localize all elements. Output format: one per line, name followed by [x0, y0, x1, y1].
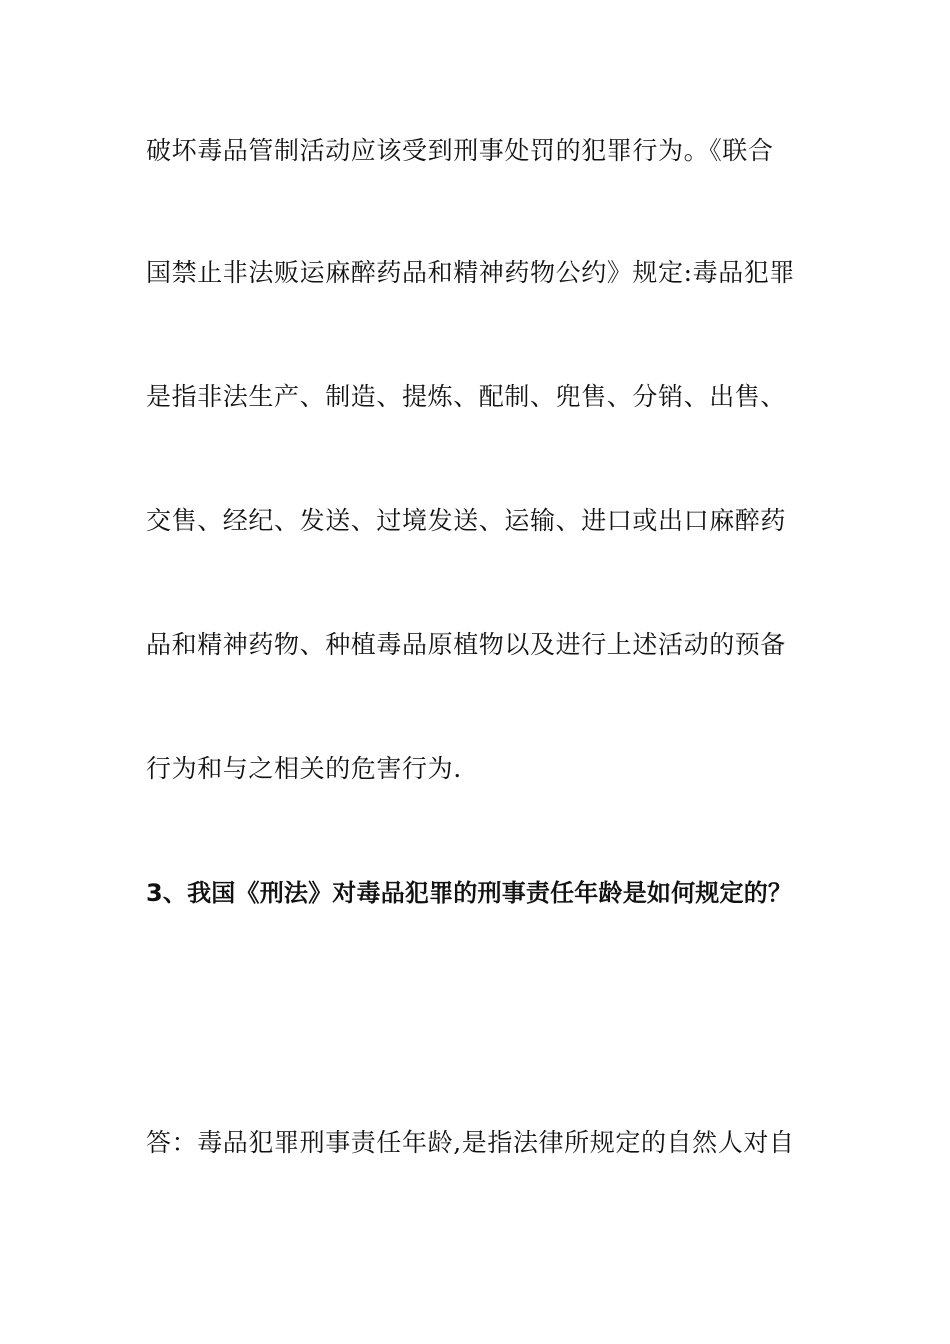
question-heading: 3、我国《刑法》对毒品犯罪的刑事责任年龄是如何规定的？	[146, 879, 793, 907]
paragraph-line-3: 是指非法生产、制造、提炼、配制、兜售、分销、出售、	[146, 382, 787, 411]
paragraph-line-1: 破坏毒品管制活动应该受到刑事处罚的犯罪行为。《联合	[146, 136, 774, 165]
paragraph-line-4: 交售、经纪、发送、过境发送、运输、进口或出口麻醉药	[146, 506, 787, 535]
paragraph-line-5: 品和精神药物、种植毒品原植物以及进行上述活动的预备	[146, 630, 787, 659]
paragraph-line-2: 国禁止非法贩运麻醉药品和精神药物公约》规定:毒品犯罪	[146, 258, 796, 287]
paragraph-line-6: 行为和与之相关的危害行为.	[146, 754, 462, 783]
answer-line: 答：毒品犯罪刑事责任年龄,是指法律所规定的自然人对自	[146, 1128, 795, 1157]
